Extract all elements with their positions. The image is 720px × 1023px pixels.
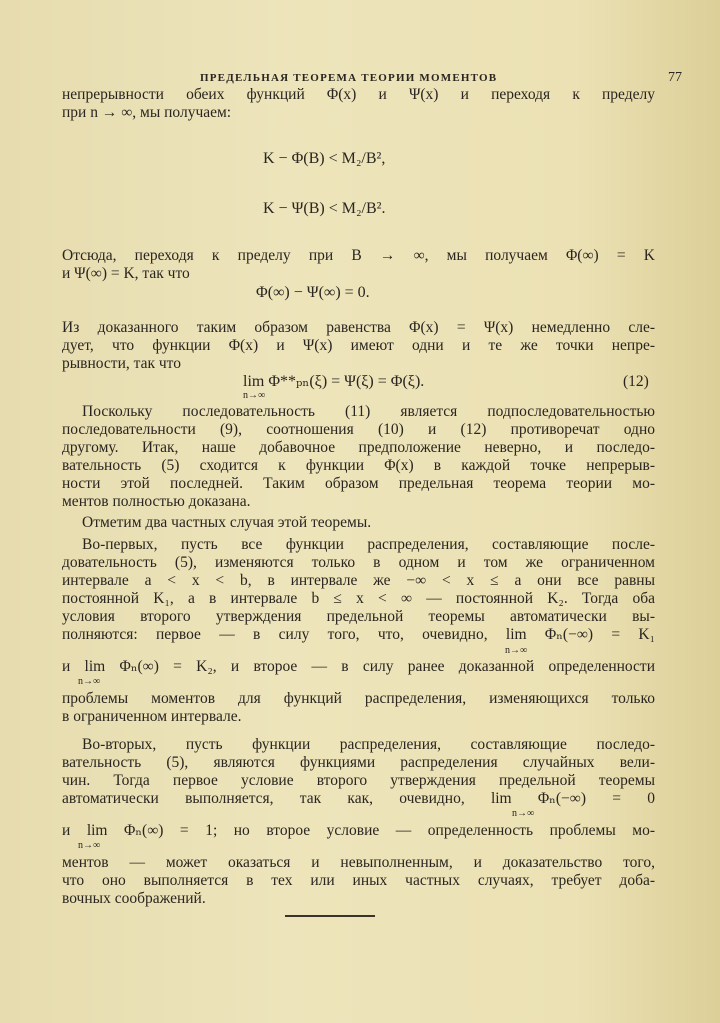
text-line: ментов — может оказаться и невыполненным, и доказательство того,	[62, 854, 655, 871]
limit-subscript: n→∞	[78, 840, 101, 851]
limit-subscript: n→∞	[512, 808, 535, 819]
section-end-rule	[285, 915, 375, 917]
text-line: довательность (5), изменяются только в одном и том же ограниченном	[62, 554, 655, 571]
running-title: ПРЕДЕЛЬНАЯ ТЕОРЕМА ТЕОРИИ МОМЕНТОВ	[200, 72, 498, 84]
text-line: Отсюда, переходя к пределу при B → ∞, мы получаем Φ(∞) = K	[62, 247, 655, 264]
text-line: что оно выполняется в тех или иных частных случаях, требует доба-	[62, 872, 655, 889]
text-line: вательность (5), являются функциями распределения случайных вели-	[62, 754, 655, 771]
limit-subscript: n→∞	[505, 645, 528, 656]
text-line: другому. Итак, наше добавочное предположение неверно, и последо-	[62, 439, 655, 456]
text-line: и lim Φₙ(∞) = K₂, и второе — в силу ранее доказанной определенности	[62, 658, 655, 675]
text-line: Во-вторых, пусть функции распределения, составляющие последо-	[82, 736, 655, 753]
text-line: условия второго утверждения предельной теоремы автоматически вы-	[62, 608, 655, 625]
text-line: последовательности (9), соотношения (10) и (12) противоречат одно	[62, 421, 655, 438]
text-line: постоянной K₁, а в интервале b ≤ x < ∞ — постоянной K₂. Тогда оба	[62, 590, 655, 607]
formula: lim Φ**ₚₙ(ξ) = Ψ(ξ) = Φ(ξ).	[243, 373, 425, 390]
text-line: Во-первых, пусть все функции распределения, составляющие после-	[82, 536, 655, 553]
limit-subscript: n→∞	[243, 390, 266, 401]
text-line: Отметим два частных случая этой теоремы.	[82, 514, 372, 531]
text-line: Из доказанного таким образом равенства Φ(x) = Ψ(x) немедленно сле-	[62, 319, 655, 336]
text-line: и lim Φₙ(∞) = 1; но второе условие — определенность проблемы мо-	[62, 822, 655, 839]
text-line: дует, что функции Φ(x) и Ψ(x) имеют одни и те же точки непре-	[62, 337, 655, 354]
formula: K − Φ(B) < M₂/B²,	[263, 150, 386, 167]
text-line: полняются: первое — в силу того, что, очевидно, lim Φₙ(−∞) = K₁	[62, 626, 655, 643]
text-line: и Ψ(∞) = K, так что	[62, 265, 190, 282]
text-line: интервале a < x < b, в интервале же −∞ < x ≤ a они все равны	[62, 572, 655, 589]
text-line: автоматически выполняется, так как, очевидно, lim Φₙ(−∞) = 0	[62, 790, 655, 807]
text-line: вочных соображений.	[62, 890, 206, 907]
page-number: 77	[668, 70, 682, 85]
text-line: проблемы моментов для функций распределения, изменяющихся только	[62, 690, 655, 707]
text-line: в ограниченном интервале.	[62, 708, 242, 725]
equation-number: (12)	[623, 373, 649, 390]
formula: Φ(∞) − Ψ(∞) = 0.	[256, 284, 370, 301]
text-line: ности этой последней. Таким образом предельная теорема теории мо-	[62, 475, 655, 492]
text-line: чин. Тогда первое условие второго утверждения предельной теоремы	[62, 772, 655, 789]
text-line: Поскольку последовательность (11) является подпоследовательностью	[82, 403, 655, 420]
text-line: ментов полностью доказана.	[62, 493, 251, 510]
text-line: рывности, так что	[62, 355, 181, 372]
formula: K − Ψ(B) < M₂/B².	[263, 200, 386, 217]
text-line: при n → ∞, мы получаем:	[62, 104, 232, 121]
limit-subscript: n→∞	[78, 676, 101, 687]
text-line: непрерывности обеих функций Φ(x) и Ψ(x) и переходя к пределу	[62, 86, 655, 103]
text-line: вательность (5) сходится к функции Φ(x) в каждой точке непрерыв-	[62, 457, 655, 474]
